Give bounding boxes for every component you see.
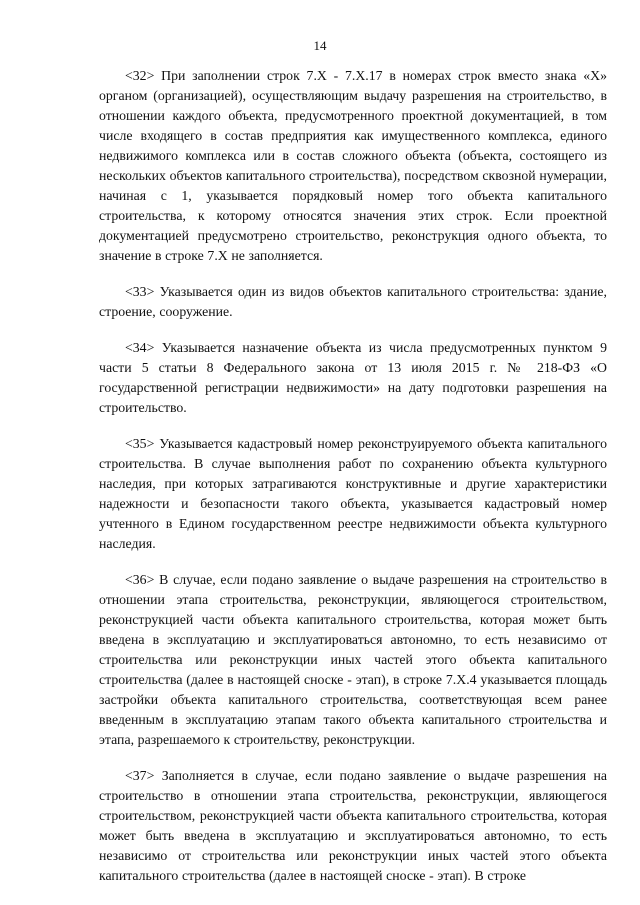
page-number: 14	[313, 38, 327, 53]
footnote-37: <37> Заполняется в случае, если подано заявление о выдаче разрешения на строительство в отношении этапа строительства, реконструкции, являющегося строительством, реконструкцией части объекта капитального строительства, которая может быть введена в эксплуатацию и эксплуатироваться автономно, то есть независимо от строительства или реконструкции иных частей этого объекта капитального строительства (далее в настоящей сноске - этап). В строке	[99, 768, 607, 883]
footnote-36: <36> В случае, если подано заявление о выдаче разрешения на строительство в отношении этапа строительства, реконструкции, являющегося строительством, реконструкцией части объекта капитального строительства, которая может быть введена в эксплуатацию и эксплуатироваться автономно, то есть независимо от строительства или реконструкции иных частей этого объекта капитального строительства (далее в настоящей сноске - этап), в строке 7.Х.4 указывается площадь застройки объекта капитального строительства, соответствующая всем ранее введенным в эксплуатацию этапам такого объекта капитального строительства и этапа, разрешаемого к строительству, реконструкции.	[99, 572, 607, 747]
footnote-33: <33> Указывается один из видов объектов капитального строительства: здание, строение, сооружение.	[99, 284, 607, 319]
footnote-35: <35> Указывается кадастровый номер реконструируемого объекта капитального строительства. В случае выполнения работ по сохранению объекта культурного наследия, при которых затрагиваются конструктивные и другие характеристики надежности и безопасности такого объекта, указывается кадастровый номер учтенного в Едином государственном реестре недвижимости объекта культурного наследия.	[99, 436, 607, 551]
footnotes-section	[99, 66, 607, 886]
footnote-34: <34> Указывается назначение объекта из числа предусмотренных пунктом 9 части 5 статьи 8 Федерального закона от 13 июля 2015 г. № 218-ФЗ «О государственной регистрации недвижимости» на дату подготовки разрешения на строительство.	[99, 340, 607, 415]
footnote-32: <32> При заполнении строк 7.Х - 7.Х.17 в номерах строк вместо знака «Х» органом (организацией), осуществляющим выдачу разрешения на строительство, в отношении каждого объекта, предусмотренного проектной документацией, в том числе входящего в состав предприятия как имущественного комплекса, единого недвижимого комплекса или в состав сложного объекта (объекта, состоящего из нескольких объектов капитального строительства), посредством сквозной нумерации, начиная с 1, указывается порядковый номер того объекта капитального строительства, к которому относятся значения этих строк. Если проектной документацией предусмотрено строительство, реконструкция одного объекта, то значение в строке 7.Х не заполняется.	[99, 68, 607, 263]
